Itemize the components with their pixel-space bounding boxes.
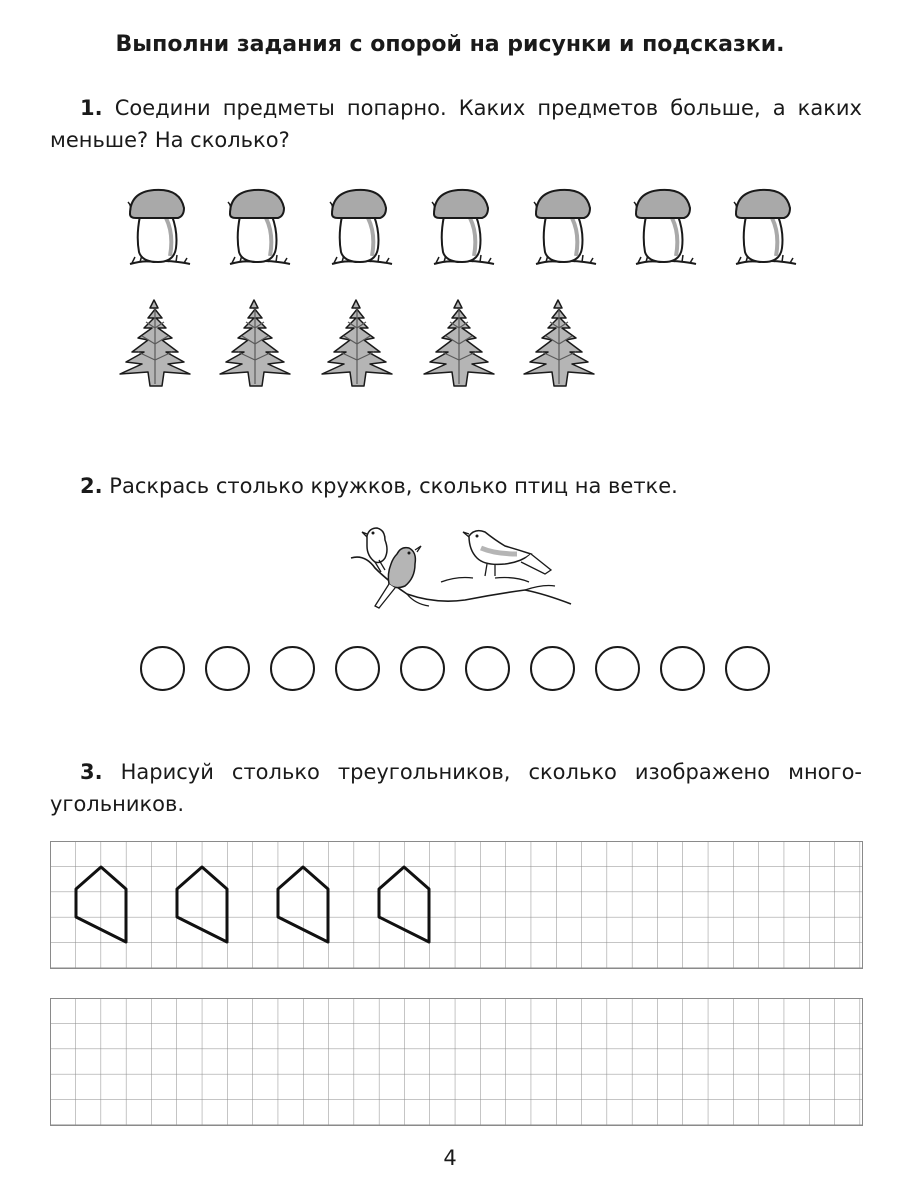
tree-icon <box>214 298 296 390</box>
circle[interactable] <box>270 646 315 691</box>
birds-on-branch-illustration <box>345 520 575 612</box>
task-2-number: 2. <box>80 474 103 498</box>
task-2-text: Раскрась столько кружков, сколько птиц на ветке. <box>109 474 678 498</box>
mushroom-icon <box>326 186 396 268</box>
tree-icon <box>316 298 398 390</box>
page-number: 4 <box>443 1146 457 1170</box>
task-3-number: 3. <box>80 760 103 784</box>
page-heading: Выполни задания с опорой на рисунки и подсказки. <box>115 32 785 57</box>
task-1-number: 1. <box>80 96 103 120</box>
mushroom-row <box>0 186 900 270</box>
bird-1 <box>362 528 387 572</box>
task-3-text: Нарисуй столько треугольников, сколько изображено много-угольников. <box>50 760 862 816</box>
mushroom-icon <box>730 186 800 268</box>
circle[interactable] <box>660 646 705 691</box>
circle[interactable] <box>400 646 445 691</box>
grid-with-polygons <box>50 841 864 971</box>
task-1-text: Соедини предметы попарно. Каких предметов больше, а каких меньше? На сколько? <box>50 96 862 152</box>
circle[interactable] <box>465 646 510 691</box>
tree-icon <box>418 298 500 390</box>
circle[interactable] <box>205 646 250 691</box>
bird-3 <box>463 531 551 576</box>
tree-icon <box>114 298 196 390</box>
empty-drawing-grid[interactable] <box>50 998 864 1128</box>
task-2 <box>50 470 862 502</box>
circle[interactable] <box>335 646 380 691</box>
tree-row <box>0 298 900 390</box>
task-1 <box>50 92 862 156</box>
circle[interactable] <box>595 646 640 691</box>
circle[interactable] <box>530 646 575 691</box>
mushroom-icon <box>428 186 498 268</box>
task-3 <box>50 756 862 820</box>
circle[interactable] <box>140 646 185 691</box>
circle[interactable] <box>725 646 770 691</box>
mushroom-icon <box>124 186 194 268</box>
mushroom-icon <box>224 186 294 268</box>
mushroom-icon <box>530 186 600 268</box>
mushroom-icon <box>630 186 700 268</box>
tree-icon <box>518 298 600 390</box>
